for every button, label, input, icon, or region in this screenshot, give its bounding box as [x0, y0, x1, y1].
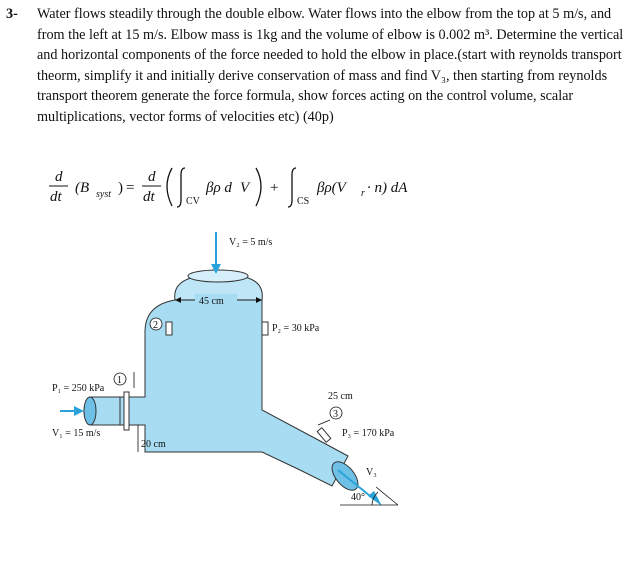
eq-integrand-cv: βρ d [206, 180, 232, 196]
p3-label: P₃ = 170 kPa [342, 428, 395, 439]
problem-number: 3- [6, 6, 18, 22]
eq-cs-label: CS [297, 196, 310, 207]
eq-b-sub: syst [96, 189, 111, 200]
marker-3: 3 [333, 409, 338, 420]
marker-3-leader [318, 420, 330, 425]
marker-1: 1 [117, 375, 122, 386]
dim-20-label: 20 cm [141, 439, 166, 450]
v2-label: V₂ = 5 m/s [229, 237, 273, 248]
marker-2: 2 [153, 320, 158, 331]
dim-25-label: 25 cm [328, 391, 353, 402]
eq-dt2-denominator: dt [143, 189, 155, 205]
angle-label: 40° [351, 492, 365, 503]
eq-d-numerator: d [55, 169, 63, 185]
p1-label: P₁ = 250 kPa [52, 383, 105, 394]
v3-arrow-icon [368, 491, 382, 506]
eq-integrand-cs: βρ(V [317, 180, 346, 196]
eq-cv-label: CV [186, 196, 200, 207]
eq-dot-n-da: · n) dA [367, 180, 408, 196]
eq-b-open: (B [75, 180, 90, 196]
eq-volume-symbol: V [240, 180, 250, 196]
flange-2-left [166, 322, 172, 335]
eq-b-close: ) [118, 180, 123, 196]
p2-label: P₂ = 30 kPa [272, 323, 320, 334]
v3-label: V₃ [366, 467, 377, 478]
v1-arrow-icon [74, 406, 84, 416]
top-inlet-mouth [188, 270, 248, 282]
left-inlet-mouth [84, 397, 96, 425]
flange-2-right [262, 322, 268, 335]
problem-text: Water flows steadily through the double elbow. Water flows into the elbow from the top at 5 m/s, and from the left at 15 m/s. Elbow mass is 1kg and the volume of elbow is 0.002 m³. Determine the vertical and horizontal components of the force needed to hold the elbow in place.(start with reynolds transport theorm, simplify it and initially derive conservation of mass and find V₃, then starting from reynolds transport theorem generate the force formula, show forces acting on the control volume, scalar multiplications, vector forms of velocities etc) (40p) [37, 6, 624, 125]
eq-d2-numerator: d [148, 169, 156, 185]
eq-r-sub: r [361, 188, 365, 199]
eq-equals: = [126, 180, 135, 196]
dim-45-label: 45 cm [199, 296, 224, 307]
flange-1 [124, 392, 129, 430]
eq-plus: + [270, 180, 279, 196]
eq-dt-denominator: dt [50, 189, 62, 205]
v1-label: V₁ = 15 m/s [52, 428, 101, 439]
